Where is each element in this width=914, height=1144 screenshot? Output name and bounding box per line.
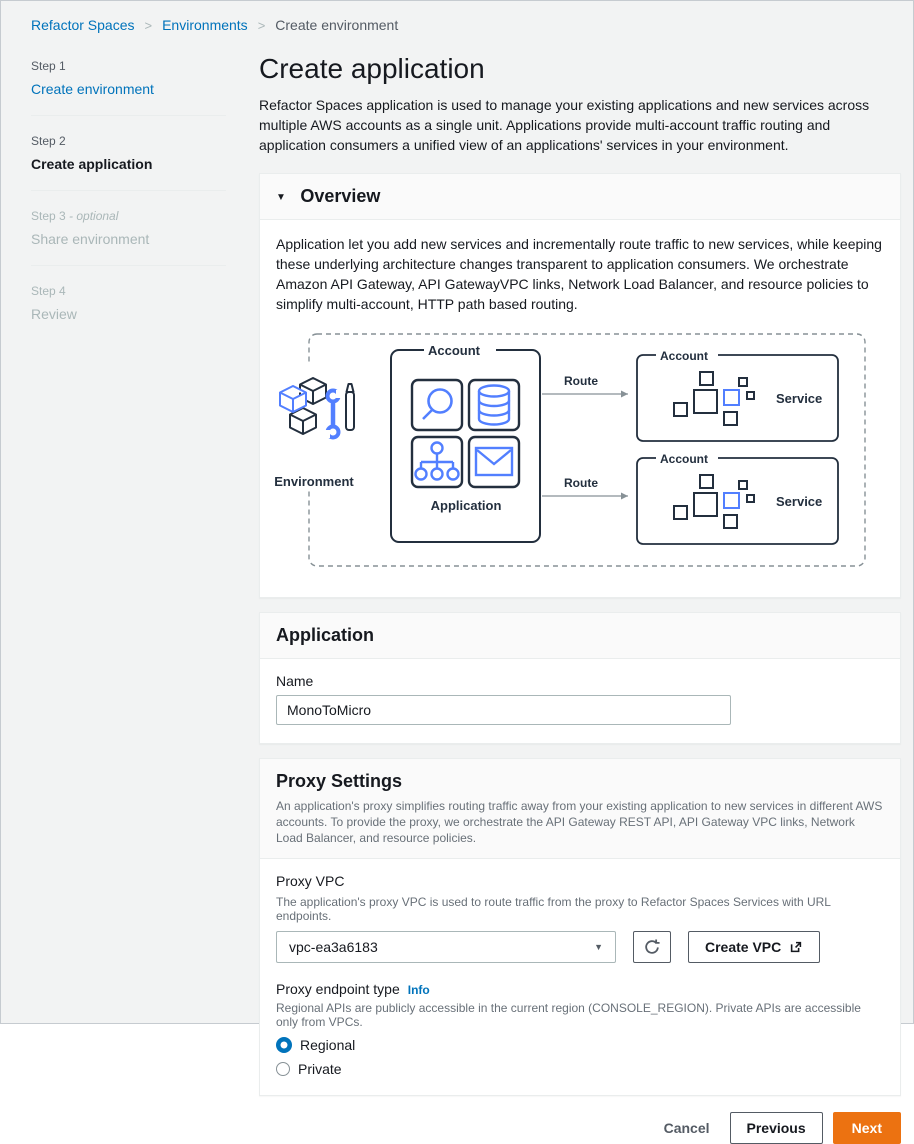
screwdriver-icon [346, 384, 354, 430]
route-arrows [542, 374, 628, 496]
chevron-right-icon: > [257, 17, 266, 33]
create-vpc-button[interactable]: Create VPC [688, 931, 820, 963]
page-title: Create application [259, 53, 485, 84]
service-label: Service [776, 391, 823, 406]
route-label-2: Route [564, 476, 598, 490]
overview-description: Application let you add new services and incrementally route traffic to new services, while keeping these underlying architecture changes transparent to application consumers. We orchestrate Amazon API Gateway, API GatewayVPC links, Network Load Balancer, and resource policies to simplify multi-account, HTTP path based routing. [276, 236, 882, 312]
service-account-box-1 [637, 349, 838, 441]
page-description: Refactor Spaces application is used to manage your existing applications and new services across multiple AWS accounts as a single unit. Applications provide multi-account traffic routing and application consumers a unified view of an applications' services in your environment. [259, 97, 870, 153]
step-1-number: Step 1 [31, 59, 66, 73]
step-1 [31, 53, 226, 99]
chevron-right-icon: > [144, 17, 153, 33]
divider [31, 265, 226, 266]
wizard-actions [259, 1112, 901, 1144]
external-link-icon [789, 940, 803, 954]
step-4-number: Step 4 [31, 284, 66, 298]
proxy-settings-title: Proxy Settings [276, 771, 403, 791]
breadcrumb-environments[interactable]: Environments [162, 17, 248, 33]
proxy-endpoint-type-description: Regional APIs are publicly accessible in the current region (CONSOLE_REGION). Private APIs are accessible only from VPCs. [276, 1001, 861, 1029]
route-label-1: Route [564, 374, 598, 388]
environment-label: Environment [274, 474, 354, 489]
wizard-steps-sidebar [31, 53, 226, 1144]
overview-title: Overview [300, 186, 381, 206]
step-3 [31, 203, 226, 249]
application-header [260, 613, 900, 659]
breadcrumb-refactor-spaces[interactable]: Refactor Spaces [31, 17, 135, 33]
proxy-vpc-description: The application's proxy VPC is used to route traffic from the proxy to Refactor Spaces Services with URL endpoints. [276, 895, 831, 923]
application-title: Application [276, 625, 374, 645]
account-label: Account [428, 343, 480, 358]
step-2-current: Create application [31, 156, 153, 172]
collapse-caret-icon: ▼ [276, 192, 286, 203]
application-label: Application [430, 498, 502, 513]
next-button[interactable]: Next [833, 1112, 901, 1144]
service-account-box-2 [637, 452, 838, 544]
step-1-link[interactable]: Create environment [31, 81, 154, 97]
overview-panel [259, 173, 901, 598]
proxy-endpoint-type-label: Proxy endpoint type [276, 981, 400, 997]
step-2-number: Step 2 [31, 134, 66, 148]
proxy-vpc-selected-value: vpc-ea3a6183 [289, 939, 378, 955]
refresh-icon [643, 938, 661, 956]
proxy-settings-header [260, 759, 900, 859]
step-4 [31, 278, 226, 324]
step-2 [31, 128, 226, 174]
account-label: Account [660, 452, 708, 466]
cancel-button[interactable]: Cancel [654, 1112, 720, 1144]
breadcrumb [31, 17, 899, 33]
proxy-settings-panel [259, 758, 901, 1096]
divider [31, 190, 226, 191]
divider [31, 115, 226, 116]
environment-icon [274, 362, 360, 490]
previous-button[interactable]: Previous [730, 1112, 823, 1144]
step-3-label: Share environment [31, 231, 150, 247]
overview-header[interactable] [260, 174, 900, 220]
application-panel [259, 612, 901, 744]
name-label: Name [276, 673, 314, 689]
radio-unselected-icon [276, 1062, 290, 1076]
proxy-vpc-label: Proxy VPC [276, 873, 345, 889]
info-link[interactable]: Info [407, 983, 430, 997]
step-3-number: Step 3 - optional [31, 209, 119, 223]
radio-option-regional[interactable]: Regional [276, 1037, 884, 1053]
account-label: Account [660, 349, 708, 363]
radio-selected-icon [276, 1037, 292, 1053]
step-4-label: Review [31, 306, 77, 322]
main-content [259, 53, 901, 1144]
radio-option-private[interactable]: Private [276, 1061, 884, 1077]
architecture-diagram [276, 324, 886, 574]
refresh-button[interactable] [633, 931, 671, 963]
optional-suffix: - optional [69, 209, 119, 223]
chevron-down-icon: ▼ [594, 942, 603, 952]
application-account-box [391, 343, 540, 542]
breadcrumb-current: Create environment [275, 17, 399, 33]
proxy-vpc-select[interactable] [276, 931, 616, 963]
application-name-input[interactable] [276, 695, 731, 725]
proxy-settings-description: An application's proxy simplifies routing traffic away from your existing application to new services in different AWS accounts. To provide the proxy, we orchestrate the API Gateway REST API, API Gateway VPC links, Network Load Balancer, and resource policies. [276, 799, 883, 845]
service-label: Service [776, 494, 823, 509]
